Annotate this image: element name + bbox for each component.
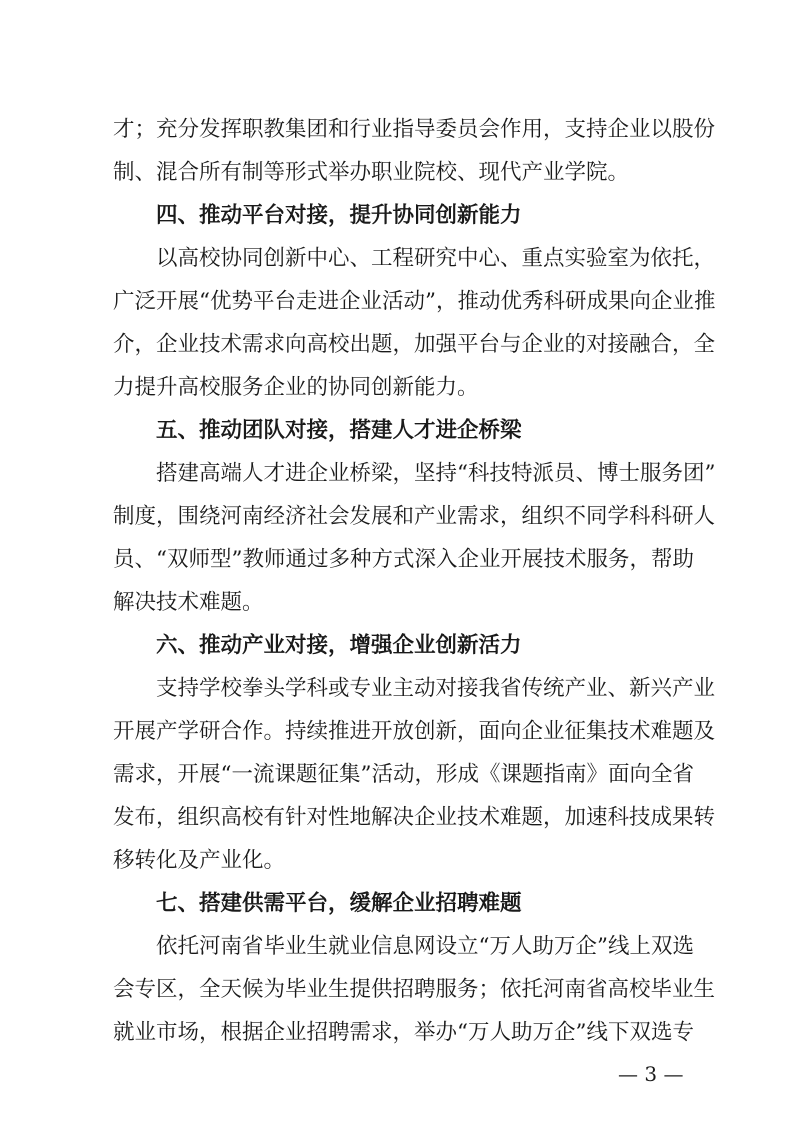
section-heading-5: 五、推动团队对接，搭建人才进企桥梁 bbox=[156, 418, 522, 443]
paragraph-line: 支持学校拳头学科或专业主动对接我省传统产业、新兴产业 bbox=[156, 676, 716, 701]
section-heading-4: 四、推动平台对接，提升协同创新能力 bbox=[156, 203, 522, 228]
paragraph-line: 就业市场，根据企业招聘需求，举办“万人助万企”线下双选专 bbox=[113, 1020, 694, 1045]
paragraph-line: 员、“双师型”教师通过多种方式深入企业开展技术服务，帮助 bbox=[113, 547, 694, 572]
paragraph-line: 移转化及产业化。 bbox=[113, 848, 286, 873]
paragraph-line: 广泛开展“优势平台走进企业活动”，推动优秀科研成果向企业推 bbox=[113, 289, 716, 314]
paragraph-line: 才；充分发挥职教集团和行业指导委员会作用，支持企业以股份 bbox=[113, 117, 716, 142]
paragraph-line: 介，企业技术需求向高校出题，加强平台与企业的对接融合，全 bbox=[113, 332, 716, 357]
page-number: — 3 — bbox=[618, 1062, 684, 1086]
paragraph-line: 开展产学研合作。持续推进开放创新，面向企业征集技术难题及 bbox=[113, 719, 716, 744]
paragraph-line: 解决技术难题。 bbox=[113, 590, 264, 615]
paragraph-line: 搭建高端人才进企业桥梁，坚持“科技特派员、博士服务团” bbox=[156, 461, 716, 486]
paragraph-line: 制度，围绕河南经济社会发展和产业需求，组织不同学科科研人 bbox=[113, 504, 716, 529]
section-heading-6: 六、推动产业对接，增强企业创新活力 bbox=[156, 633, 522, 658]
paragraph-line: 力提升高校服务企业的协同创新能力。 bbox=[113, 375, 479, 400]
section-heading-7: 七、搭建供需平台，缓解企业招聘难题 bbox=[156, 891, 522, 916]
paragraph-line: 需求，开展“一流课题征集”活动，形成《课题指南》面向全省 bbox=[113, 762, 694, 787]
paragraph-line: 发布，组织高校有针对性地解决企业技术难题，加速科技成果转 bbox=[113, 805, 716, 830]
paragraph-line: 依托河南省毕业生就业信息网设立“万人助万企”线上双选 bbox=[156, 934, 694, 959]
paragraph-line: 制、混合所有制等形式举办职业院校、现代产业学院。 bbox=[113, 160, 630, 185]
paragraph-line: 以高校协同创新中心、工程研究中心、重点实验室为依托， bbox=[156, 246, 716, 271]
paragraph-line: 会专区，全天候为毕业生提供招聘服务；依托河南省高校毕业生 bbox=[113, 977, 716, 1002]
